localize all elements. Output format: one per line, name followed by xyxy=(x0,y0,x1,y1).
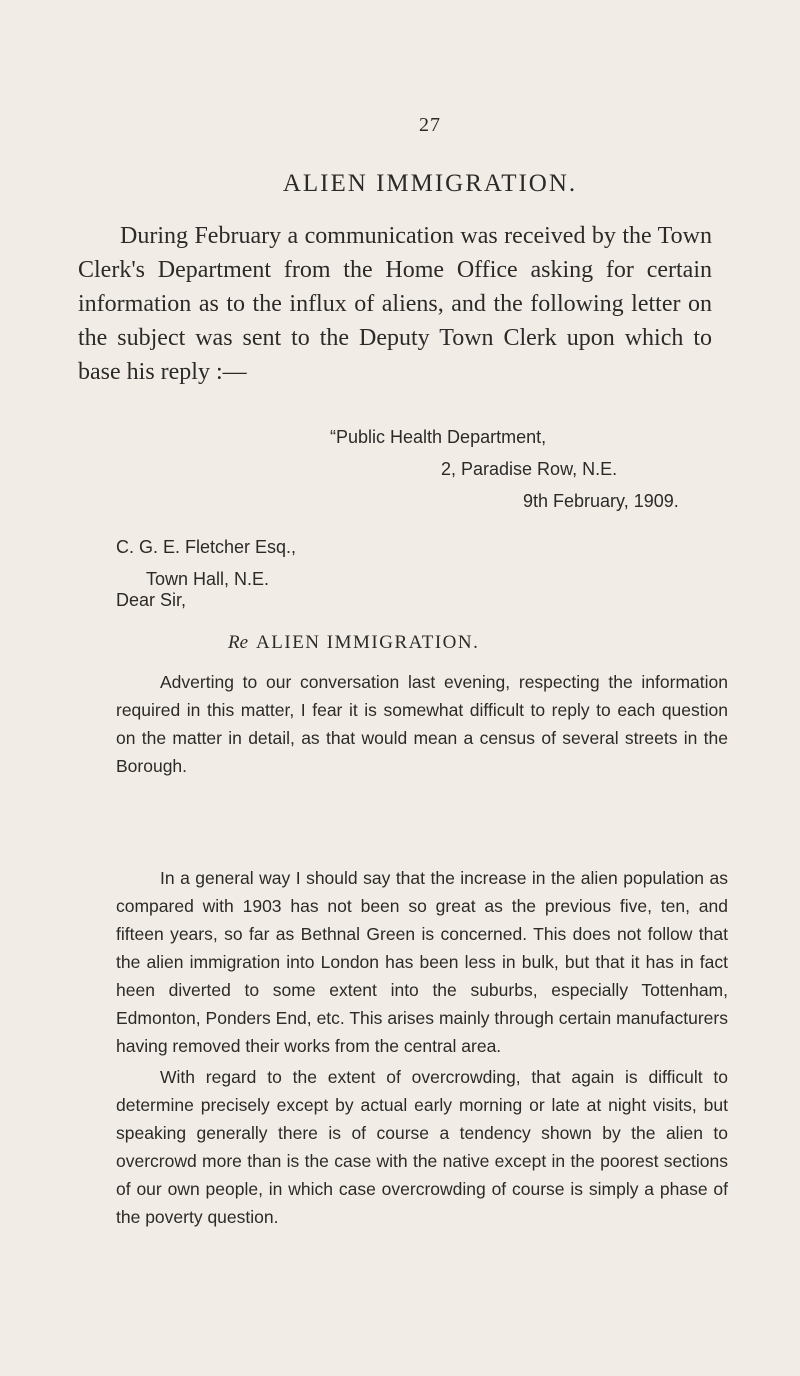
letter-salutation: Dear Sir, xyxy=(116,590,187,610)
page-title: ALIEN IMMIGRATION. xyxy=(282,170,578,197)
letter-paragraph: Adverting to our conversation last evening, respecting the information required in this matter, I fear it is somewhat difficult to reply to each question on the matter in detail, as that would mean a census of several streets in the Borough. xyxy=(116,672,728,776)
letter-paragraph: In a general way I should say that the increase in the alien population as compared with 1903 has not been so great as the previous five, ten, and fifteen years, so far as Bethnal Green is concerned. This does not follow that the alien immigration into London has been less in bulk, but that it has in fact heen diverted to some extent into the suburbs, especially Tottenham, Edmonton, Ponders End, etc. This arises mainly through certain manufacturers having removed their works from the central area. xyxy=(116,868,728,1056)
page-number: 27 xyxy=(419,114,441,136)
letter-date: 9th February, 1909. xyxy=(523,491,679,511)
intro-paragraph: During February a communication was received by the Town Clerk's Department from the Home Office asking for certain information as to the influx of aliens, and the following letter on the subject was sent to the Deputy Town Clerk upon which to base his reply :— xyxy=(78,223,712,385)
letter-paragraph: With regard to the extent of overcrowding, that again is difficult to determine precisely except by actual early morning or late at night visits, but speaking generally there is of course a tendency shown by the alien to overcrowd more than is the case with the native except in the poorest sections of our own people, in which case overcrowding of course is simply a phase of the poverty question. xyxy=(116,1067,728,1227)
letter-address xyxy=(330,421,720,517)
subject-prefix: Re xyxy=(228,632,249,653)
letter-subject xyxy=(228,632,479,654)
recipient-name: C. G. E. Fletcher Esq., xyxy=(116,537,297,557)
address-street: 2, Paradise Row, N.E. xyxy=(441,459,618,479)
address-department: “Public Health Department, xyxy=(330,427,547,447)
recipient-location: Town Hall, N.E. xyxy=(146,569,270,589)
subject-text: ALIEN IMMIGRATION. xyxy=(256,632,480,653)
letter-recipient xyxy=(116,531,296,595)
